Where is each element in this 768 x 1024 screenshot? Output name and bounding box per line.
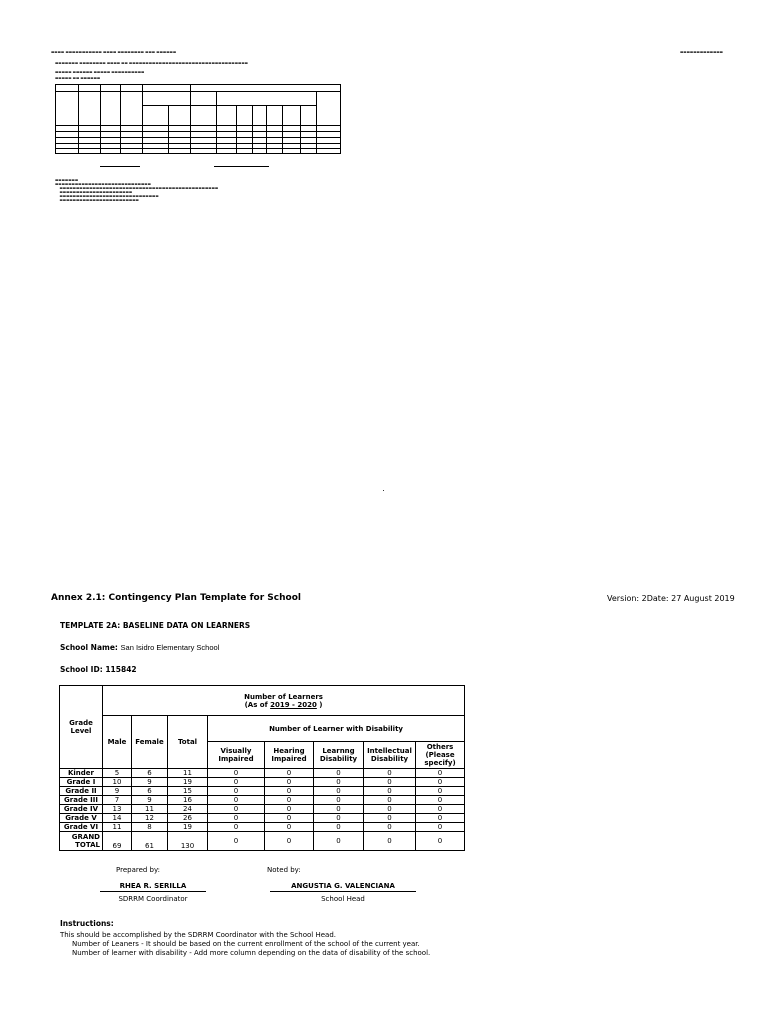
grade-level-cell: Grade II (60, 787, 103, 796)
disability-cell: 0 (265, 796, 314, 805)
disability-cell: 0 (314, 787, 364, 796)
thumb-title-line: ▬▬▬▬ ▬▬▬▬▬▬▬▬▬▬▬ ▬▬▬▬ ▬▬▬▬▬▬▬▬ ▬▬▬ ▬▬▬▬▬▬ (51, 50, 177, 54)
disability-cell: 0 (364, 778, 416, 787)
school-id (60, 665, 137, 674)
number-of-learners-title: Number of Learners (244, 692, 323, 701)
table-row (60, 823, 465, 832)
disability-header: Number of Learner with Disability (208, 716, 465, 742)
noter-role: School Head (321, 895, 365, 903)
disability-cell: 0 (265, 814, 314, 823)
disability-cell: 0 (265, 769, 314, 778)
grade-level-cell: Grade IV (60, 805, 103, 814)
thumbnail-page (0, 0, 768, 200)
female-cell: 9 (132, 796, 168, 805)
as-of-prefix: (As of (244, 700, 271, 709)
number-of-learners-header (103, 686, 465, 716)
disability-column-header: Others (Please specify) (416, 742, 465, 769)
disability-column-header: Hearing Impaired (265, 742, 314, 769)
female-cell: 9 (132, 778, 168, 787)
disability-cell: 0 (208, 769, 265, 778)
disability-cell: 0 (265, 778, 314, 787)
thumb-school-line: ▬▬▬▬▬ ▬▬▬▬▬▬ ▬▬▬▬▬ ▬▬▬▬▬▬▬▬▬▬ (55, 70, 145, 74)
school-id-label: School ID: (60, 665, 103, 674)
disability-cell: 0 (265, 823, 314, 832)
school-name-label: School Name: (60, 643, 118, 652)
total-cell: 16 (168, 796, 208, 805)
noter-name: ANGUSTIA G. VALENCIANA (270, 882, 416, 892)
disability-cell: 0 (208, 787, 265, 796)
as-of-year: 2019 - 2020 (270, 700, 317, 709)
thumb-notes: ▬▬▬▬▬▬▬ ▬▬▬▬▬▬▬▬▬▬▬▬▬▬▬▬▬▬▬▬▬▬▬▬▬▬▬▬▬ ▬▬▬▬▬▬▬▬▬▬▬▬▬▬▬▬▬▬▬▬▬▬▬▬▬▬▬▬▬▬▬▬▬▬▬▬▬▬▬▬▬▬▬▬▬▬▬▬ ▬▬▬▬▬▬▬▬▬▬▬▬▬▬▬▬▬▬▬▬▬▬ ▬▬▬▬▬▬▬▬▬▬▬▬▬▬▬▬▬▬▬▬▬▬▬▬▬▬▬▬▬▬ ▬▬▬▬▬▬▬▬▬▬▬▬▬▬▬▬▬▬▬▬▬▬▬▬ (55, 178, 219, 202)
male-cell: 7 (103, 796, 132, 805)
total-header: Total (168, 716, 208, 769)
disability-cell: 0 (364, 814, 416, 823)
grand-total-female-cell: 61 (132, 832, 168, 851)
preparer-role: SDRRM Coordinator (118, 895, 188, 903)
disability-cell: 0 (314, 796, 364, 805)
grand-total-male-cell: 69 (103, 832, 132, 851)
learner-rows (60, 769, 465, 851)
disability-column-header: Intellectual Disability (364, 742, 416, 769)
male-header: Male (103, 716, 132, 769)
disability-cell: 0 (265, 805, 314, 814)
disability-cell: 0 (416, 778, 465, 787)
total-cell: 11 (168, 769, 208, 778)
disability-cell: 0 (208, 805, 265, 814)
thumb-id-line: ▬▬▬▬▬ ▬▬ ▬▬▬▬▬▬ (55, 76, 101, 80)
thumb-table (55, 84, 341, 154)
table-row (60, 814, 465, 823)
thumb-sign-line (214, 166, 269, 167)
disability-cell: 0 (416, 769, 465, 778)
female-cell: 12 (132, 814, 168, 823)
disability-cell: 0 (314, 814, 364, 823)
male-cell: 9 (103, 787, 132, 796)
disability-cell: 0 (364, 787, 416, 796)
male-cell: 13 (103, 805, 132, 814)
female-cell: 6 (132, 769, 168, 778)
grand-total-disability-cell: 0 (314, 832, 364, 851)
total-cell: 19 (168, 778, 208, 787)
noted-by-label: Noted by: (267, 866, 301, 874)
female-header: Female (132, 716, 168, 769)
grand-total-total-cell: 130 (168, 832, 208, 851)
disability-cell: 0 (416, 787, 465, 796)
template-title: TEMPLATE 2A: BASELINE DATA ON LEARNERS (60, 621, 251, 630)
thumb-version-line: ▬▬▬▬▬▬▬▬▬▬▬▬▬ (680, 50, 723, 54)
male-cell: 10 (103, 778, 132, 787)
disability-cell: 0 (208, 823, 265, 832)
grade-level-cell: Grade III (60, 796, 103, 805)
thumb-template-line: ▬▬▬▬▬▬▬ ▬▬▬▬▬▬▬▬ ▬▬▬▬ ▬▬ ▬▬▬▬▬▬▬▬▬▬▬▬▬▬▬▬▬▬▬▬▬▬▬▬▬▬▬▬▬▬▬▬▬▬▬▬ (55, 61, 248, 65)
table-row (60, 787, 465, 796)
disability-cell: 0 (416, 796, 465, 805)
grade-level-cell: Grade VI (60, 823, 103, 832)
disability-cell: 0 (208, 814, 265, 823)
female-cell: 11 (132, 805, 168, 814)
disability-cell: 0 (364, 796, 416, 805)
disability-cell: 0 (208, 796, 265, 805)
table-row (60, 769, 465, 778)
disability-cell: 0 (314, 823, 364, 832)
disability-column-header: Visually Impaired (208, 742, 265, 769)
grand-total-disability-cell: 0 (416, 832, 465, 851)
instruction-line-2: Number of Leaners - It should be based on the current enrollment of the school of the current year. (72, 940, 420, 948)
instruction-line-1: This should be accomplished by the SDRRM Coordinator with the School Head. (60, 931, 336, 939)
disability-cell: 0 (208, 778, 265, 787)
disability-cell: 0 (314, 769, 364, 778)
grade-level-cell: Kinder (60, 769, 103, 778)
learners-table (59, 685, 465, 851)
school-name (60, 643, 219, 652)
grand-total-row (60, 832, 465, 851)
grand-total-label: GRAND TOTAL (60, 832, 103, 851)
female-cell: 6 (132, 787, 168, 796)
disability-cell: 0 (416, 805, 465, 814)
grade-level-cell: Grade I (60, 778, 103, 787)
grand-total-disability-cell: 0 (364, 832, 416, 851)
grade-level-header: Grade Level (60, 686, 103, 769)
table-row (60, 805, 465, 814)
instruction-line-3: Number of learner with disability - Add more column depending on the data of disability of the school. (72, 949, 431, 957)
disability-cell: 0 (314, 778, 364, 787)
disability-cell: 0 (265, 787, 314, 796)
preparer-name: RHEA R. SERILLA (100, 882, 206, 892)
school-name-value: San Isidro Elementary School (120, 643, 220, 652)
disability-cell: 0 (314, 805, 364, 814)
total-cell: 15 (168, 787, 208, 796)
version-date: Version: 2Date: 27 August 2019 (607, 594, 735, 603)
total-cell: 24 (168, 805, 208, 814)
school-id-value: 115842 (105, 665, 137, 674)
disability-cell: 0 (416, 814, 465, 823)
prepared-by-label: Prepared by: (116, 866, 160, 874)
disability-cell: 0 (416, 823, 465, 832)
disability-column-header: Learnng Disability (314, 742, 364, 769)
disability-cell: 0 (364, 805, 416, 814)
female-cell: 8 (132, 823, 168, 832)
total-cell: 19 (168, 823, 208, 832)
thumb-sign-line (100, 166, 140, 167)
disability-cell: 0 (364, 823, 416, 832)
grand-total-disability-cell: 0 (208, 832, 265, 851)
table-row (60, 778, 465, 787)
annex-title: Annex 2.1: Contingency Plan Template for School (51, 593, 301, 603)
as-of-suffix: ) (316, 700, 323, 709)
total-cell: 26 (168, 814, 208, 823)
instructions-heading: Instructions: (60, 919, 114, 928)
male-cell: 5 (103, 769, 132, 778)
disability-cell: 0 (364, 769, 416, 778)
male-cell: 11 (103, 823, 132, 832)
male-cell: 14 (103, 814, 132, 823)
grand-total-disability-cell: 0 (265, 832, 314, 851)
grade-level-cell: Grade V (60, 814, 103, 823)
table-row (60, 796, 465, 805)
